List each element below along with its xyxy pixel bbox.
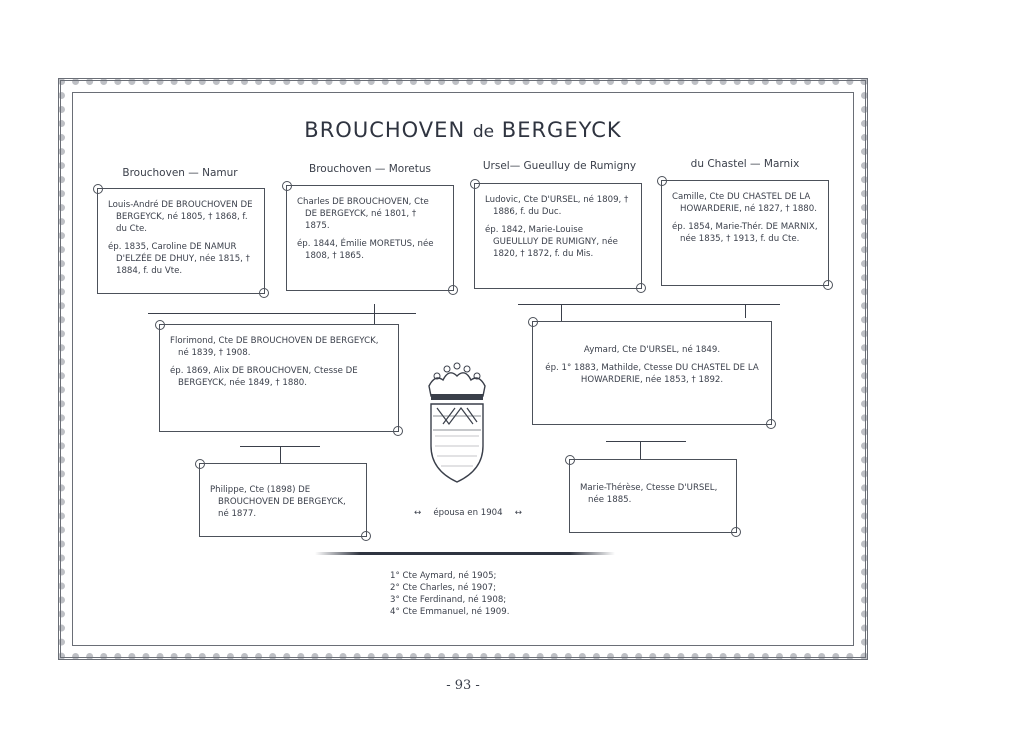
coat-of-arms-icon bbox=[421, 350, 493, 490]
box-text-person: Charles DE BROUCHOVEN, Cte DE BERGEYCK, né 1801, † 1875. bbox=[297, 197, 429, 231]
page-number: - 93 - bbox=[446, 678, 480, 693]
connector-right-drop-a bbox=[561, 304, 562, 322]
box-text-spouse: ép. 1854, Marie-Thér. DE MARNIX, née 1835, † 1913, f. du Cte. bbox=[672, 222, 818, 244]
child-entry: 4° Cte Emmanuel, né 1909. bbox=[390, 607, 510, 617]
box-text-spouse: ép. 1869, Alix DE BROUCHOVEN, Ctesse DE BERGEYCK, née 1849, † 1880. bbox=[170, 366, 358, 388]
connector-philippe-drop bbox=[280, 446, 281, 464]
child-entry: 1° Cte Aymard, né 1905; bbox=[390, 571, 497, 581]
marriage-label: épousa en 1904 bbox=[433, 508, 503, 518]
connector-left-drop bbox=[374, 304, 375, 324]
genealogy-box-philippe bbox=[199, 463, 367, 537]
title-de: de bbox=[472, 122, 495, 142]
box-text-spouse: ép. 1844, Émilie MORETUS, née 1808, † 1865. bbox=[297, 239, 434, 261]
box-text-person: Florimond, Cte DE BROUCHOVEN DE BERGEYCK, né 1839, † 1908. bbox=[170, 336, 379, 358]
connector-marie-therese bbox=[606, 441, 686, 442]
box-text-person: Marie-Thérèse, Ctesse D'URSEL, née 1885. bbox=[580, 483, 718, 505]
ornament-arrow-left-icon: ↔ bbox=[414, 508, 422, 518]
section-divider-rule bbox=[315, 552, 615, 555]
ornament-arrow-right-icon: ↔ bbox=[514, 508, 522, 518]
child-entry: 2° Cte Charles, né 1907; bbox=[390, 583, 496, 593]
genealogy-box-camille bbox=[661, 180, 829, 286]
box-text-spouse: ép. 1842, Marie-Louise GUEULLUY DE RUMIGNY, née 1820, † 1872, f. du Mis. bbox=[485, 225, 618, 259]
connector-left bbox=[148, 313, 416, 314]
box-text-person: Camille, Cte DU CHASTEL DE LA HOWARDERIE, né 1827, † 1880. bbox=[672, 192, 817, 214]
marriage-note bbox=[378, 508, 558, 518]
connector-right-drop-b bbox=[745, 304, 746, 318]
column-heading-3: Ursel— Gueulluy de Rumigny bbox=[482, 160, 637, 172]
genealogy-box-ludovic bbox=[474, 183, 642, 289]
page-title bbox=[0, 118, 926, 142]
genealogy-box-florimond bbox=[159, 324, 399, 432]
connector-marie-therese-drop bbox=[640, 441, 641, 459]
genealogy-box-aymard bbox=[532, 321, 772, 425]
column-heading-1: Brouchoven — Namur bbox=[122, 167, 238, 179]
children-list bbox=[390, 570, 550, 618]
box-text-person: Philippe, Cte (1898) DE BROUCHOVEN DE BERGEYCK, né 1877. bbox=[210, 485, 346, 519]
box-text-person: Louis-André DE BROUCHOVEN DE BERGEYCK, né 1805, † 1868, f. du Cte. bbox=[108, 200, 253, 234]
genealogy-box-louis-andre bbox=[97, 188, 265, 294]
column-heading-4: du Chastel — Marnix bbox=[690, 158, 800, 170]
connector-right bbox=[518, 304, 780, 305]
title-brouchoven: BROUCHOVEN bbox=[304, 118, 466, 142]
box-text-person: Aymard, Cte D'URSEL, né 1849. bbox=[583, 345, 721, 355]
box-text-spouse: ép. 1° 1883, Mathilde, Ctesse DU CHASTEL DE LA HOWARDERIE, née 1853, † 1892. bbox=[545, 363, 759, 385]
box-text-person: Ludovic, Cte D'URSEL, né 1809, † 1886, f. du Duc. bbox=[485, 195, 629, 217]
title-bergeyck: BERGEYCK bbox=[501, 118, 622, 142]
child-entry: 3° Cte Ferdinand, né 1908; bbox=[390, 595, 507, 605]
genealogy-box-marie-therese bbox=[569, 459, 737, 533]
genealogy-box-charles bbox=[286, 185, 454, 291]
column-heading-2: Brouchoven — Moretus bbox=[309, 163, 431, 175]
box-text-spouse: ép. 1835, Caroline DE NAMUR D'ELZÉE DE DHUY, née 1815, † 1884, f. du Vte. bbox=[108, 242, 250, 276]
